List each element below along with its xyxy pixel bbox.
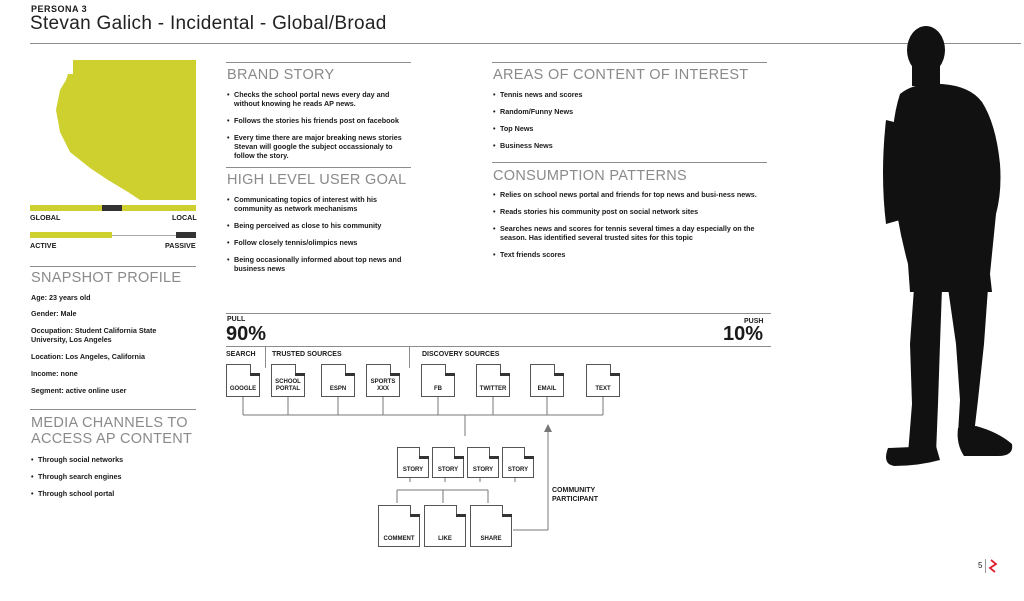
action-like: LIKE xyxy=(424,505,466,547)
story-doc: STORY xyxy=(432,447,464,478)
list-item: • Text friends scores xyxy=(493,250,768,259)
action-share: SHARE xyxy=(470,505,512,547)
list-item: • Checks the school portal news every day and without knowing he reads AP news. xyxy=(227,90,412,108)
story-doc: STORY xyxy=(502,447,534,478)
source-fb: FB xyxy=(421,364,455,397)
brand-logo-icon xyxy=(988,559,998,573)
scale-label-passive: PASSIVE xyxy=(165,241,196,250)
consumption-title: CONSUMPTION PATTERNS xyxy=(493,168,687,184)
list-item: • Tennis news and scores xyxy=(493,90,763,99)
trusted-sources-label: TRUSTED SOURCES xyxy=(272,351,342,358)
list-item: • Through school portal xyxy=(31,489,201,498)
snapshot-age: Age: 23 years old xyxy=(31,293,91,302)
list-item: • Follows the stories his friends post on facebook xyxy=(227,116,412,125)
persona-label: PERSONA 3 xyxy=(31,4,88,14)
push-percent: 10% xyxy=(723,323,764,345)
brand-story-title: BRAND STORY xyxy=(227,67,335,83)
list-item: • Random/Funny News xyxy=(493,107,763,116)
list-item: • Reads stories his community post on social network sites xyxy=(493,207,768,216)
page-number: 5 xyxy=(978,561,983,570)
discovery-sources-label: DISCOVERY SOURCES xyxy=(422,351,500,358)
list-item: • Relies on school news portal and friends for top news and busi-ness news. xyxy=(493,190,768,199)
snapshot-income: Income: none xyxy=(31,369,78,378)
page-title: Stevan Galich - Incidental - Global/Broad xyxy=(30,13,387,34)
search-label: SEARCH xyxy=(226,351,256,358)
snapshot-occupation: Occupation: Student California State University, Los Angeles xyxy=(31,326,157,344)
source-sports-xxx: SPORTS XXX xyxy=(366,364,400,397)
areas-title: AREAS OF CONTENT OF INTEREST xyxy=(493,67,749,83)
list-item: • Through search engines xyxy=(31,472,201,481)
list-item: • Communicating topics of interest with his community as network mechanisms xyxy=(227,195,407,213)
list-item: • Business News xyxy=(493,141,763,150)
user-goal-title: HIGH LEVEL USER GOAL xyxy=(227,172,407,188)
media-title-line1: MEDIA CHANNELS TO xyxy=(31,415,188,431)
snapshot-gender: Gender: Male xyxy=(31,309,77,318)
source-text: TEXT xyxy=(586,364,620,397)
list-item: • Every time there are major breaking news stories Stevan will google the subject occassionaly to follow the story. xyxy=(227,133,412,160)
action-comment: COMMENT xyxy=(378,505,420,547)
community-participant-label: COMMUNITY PARTICIPANT xyxy=(552,487,599,503)
media-title-line2: ACCESS AP CONTENT xyxy=(31,431,193,447)
source-twitter: TWITTER xyxy=(476,364,510,397)
list-item: • Follow closely tennis/olimpics news xyxy=(227,238,407,247)
list-item: • Being occasionally informed about top news and business news xyxy=(227,255,407,273)
list-item: • Searches news and scores for tennis several times a day especially on the season. Has identified several trusted sites for this topic xyxy=(493,224,768,242)
source-school-portal: SCHOOL PORTAL xyxy=(271,364,305,397)
scale-label-active: ACTIVE xyxy=(30,241,57,250)
source-email: EMAIL xyxy=(530,364,564,397)
source-google: GOOGLE xyxy=(226,364,260,397)
scale-label-global: GLOBAL xyxy=(30,213,61,222)
pull-percent: 90% xyxy=(226,323,267,345)
story-doc: STORY xyxy=(397,447,429,478)
list-item: • Being perceived as close to his community xyxy=(227,221,407,230)
list-item: • Through social networks xyxy=(31,455,201,464)
snapshot-location: Location: Los Angeles, California xyxy=(31,352,145,361)
footer-divider xyxy=(985,559,986,573)
story-doc: STORY xyxy=(467,447,499,478)
snapshot-title: SNAPSHOT PROFILE xyxy=(31,270,182,286)
snapshot-segment: Segment: active online user xyxy=(31,386,127,395)
source-espn: ESPN xyxy=(321,364,355,397)
person-silhouette-icon xyxy=(878,24,1018,470)
list-item: • Top News xyxy=(493,124,763,133)
scale-label-local: LOCAL xyxy=(172,213,197,222)
pull-label: PULL xyxy=(227,316,246,323)
push-label: PUSH xyxy=(744,318,764,325)
